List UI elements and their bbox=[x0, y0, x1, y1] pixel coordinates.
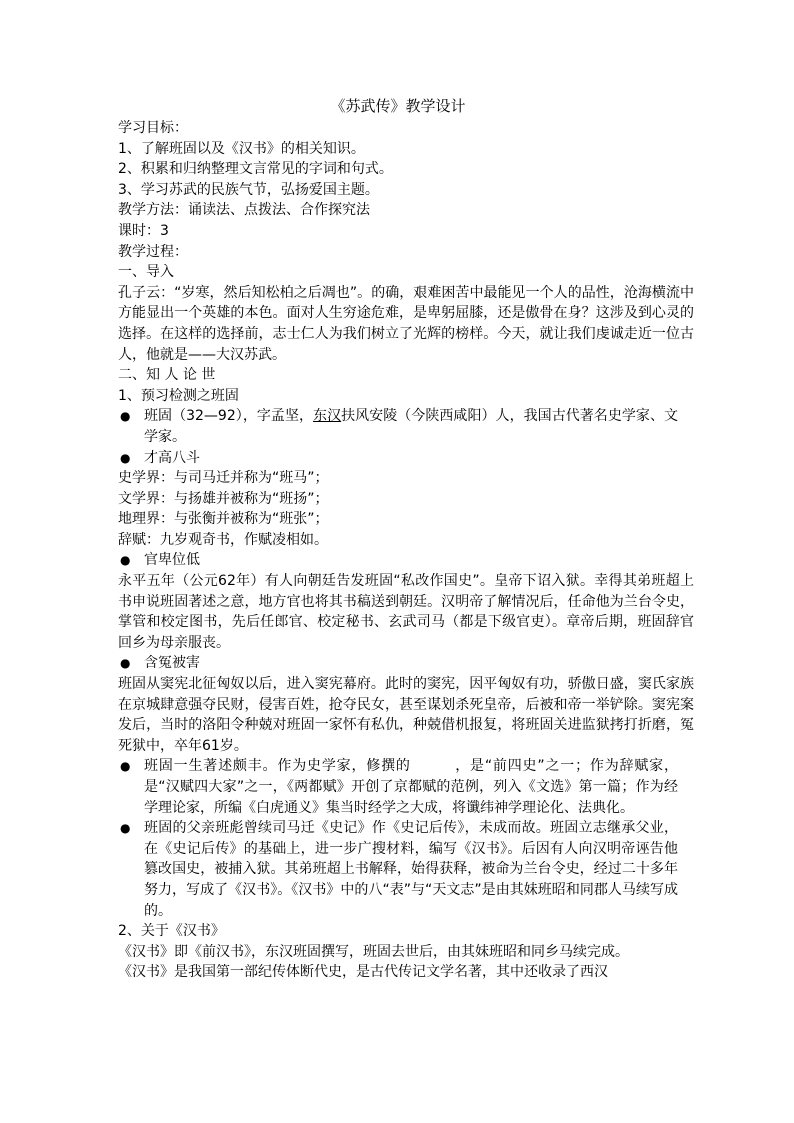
bullet-dot-icon: ● bbox=[120, 656, 131, 671]
bullet-dot-icon: ● bbox=[120, 759, 131, 774]
talent-line: 辞赋：九岁观奇书，作赋凌相如。 bbox=[118, 531, 328, 548]
teaching-methods: 教学方法：诵读法、点拨法、合作探究法 bbox=[118, 202, 370, 219]
objective-item: 2、积累和归纳整理文言常见的字词和句式。 bbox=[118, 161, 393, 178]
hanshu-line: 《汉书》即《前汉书》，东汉班固撰写，班固去世后，由其妹班昭和同乡马续完成。 bbox=[118, 943, 629, 960]
bullet-dot-icon: ● bbox=[120, 450, 131, 465]
objective-item: 3、学习苏武的民族气节，弘扬爱国主题。 bbox=[118, 181, 379, 198]
hanshu-line: 《汉书》是我国第一部纪传体断代史，是古代传记文学名著，其中还收录了西汉 bbox=[118, 964, 608, 981]
office-heading: ● 官卑位低 bbox=[118, 550, 678, 571]
document-title: 《苏武传》教学设计 bbox=[330, 97, 466, 115]
intro-paragraph: 孔子云：“岁寒，然后知松柏之后凋也”。的确，艰难困苦中最能见一个人的品性，沧海横流中方能显出一个英雄的本色。面对人生穷途危难，是卑躬屈膝，还是傲骨在身？这涉及到心灵的选择。在这样的选择前，志士仁人为我们树立了光辉的榜样。今天，就让我们虔诚走近一位古人，他就是——大汉苏武。 bbox=[118, 284, 694, 363]
bio-link-donghan[interactable]: 东汉 bbox=[313, 408, 342, 425]
bullet-dot-icon: ● bbox=[120, 553, 131, 568]
subsection-heading-bangu: 1、预习检测之班固 bbox=[118, 387, 239, 404]
objective-item: 1、了解班固以及《汉书》的相关知识。 bbox=[118, 140, 365, 157]
objectives-heading: 学习目标： bbox=[118, 120, 188, 136]
section-heading-background: 二、知 人 论 世 bbox=[118, 367, 216, 384]
bullet-dot-icon: ● bbox=[120, 821, 131, 836]
class-hours: 课时：3 bbox=[118, 222, 169, 239]
talent-line: 地理界：与张衡并被称为“班张”； bbox=[118, 511, 329, 528]
office-paragraph: 永平五年（公元62年）有人向朝廷告发班固“私改作国史”。皇帝下诏入狱。幸得其弟班超上书申说班固著述之意，地方官也将其书稿送到朝廷。汉明帝了解情况后，任命他为兰台令史，掌管和校定图书，先后任郎官、校定秘书、玄武司马（都是下级官吏）。章帝后期，班固辞官回乡为母亲服丧。 bbox=[118, 573, 694, 651]
works-bullet: ● 班固一生著述颇丰。作为史学家，修撰的 ，是“前四史”之一；作为辞赋家，是“汉赋四大家”之一，《两都赋》开创了京都赋的范例，列入《文选》第一篇；作为经学理论家，所编《白虎通义》集当时经学之大成，将谶纬神学理论化、法典化。 bbox=[120, 758, 678, 816]
wrong-paragraph: 班固从窦宪北征匈奴以后，进入窦宪幕府。此时的窦宪，因平匈奴有功，骄傲日盛，窦氏家族在京城肆意强夺民财，侵害百姓，抢夺民女，甚至谋划杀死皇帝，后被和帝一举铲除。窦宪案发后，当时的洛阳令种兢对班固一家怀有私仇，种兢借机报复，将班固关进监狱拷打折磨，冤死狱中，卒年61岁。 bbox=[118, 676, 694, 754]
bio-text-pre: 班固（32—92），字孟坚， bbox=[144, 408, 314, 425]
talent-line: 文学界：与扬雄并被称为“班扬”； bbox=[118, 490, 329, 507]
process-heading: 教学过程： bbox=[118, 243, 188, 260]
document-page bbox=[118, 96, 694, 983]
bullet-dot-icon: ● bbox=[120, 409, 131, 424]
bio-bullet bbox=[118, 406, 678, 447]
wrong-heading: ● 含冤被害 bbox=[118, 653, 678, 674]
talent-line: 史学界：与司马迁并称为“班马”； bbox=[118, 470, 329, 487]
talent-heading: ● 才高八斗 bbox=[118, 448, 678, 469]
section-heading-intro: 一、导入 bbox=[118, 264, 174, 281]
bio-text-post: 扶风安陵（今陕西咸阳）人，我国古代著名史学家、文学家。 bbox=[144, 408, 679, 445]
subsection-heading-hanshu: 2、关于《汉书》 bbox=[118, 923, 225, 940]
father-bullet: ● 班固的父亲班彪曾续司马迁《史记》作《史记后传》，未成而故。班固立志继承父业，在《史记后传》的基础上，进一步广搜材料，编写《汉书》。后因有人向汉明帝诬告他篡改国史，被捕入狱。其弟班超上书解释，始得获释，被命为兰台令史，经过二十多年努力，写成了《汉书》。《汉书》中的八“表”与“天文志”是由其妹班昭和同郡人马续写成的。 bbox=[120, 820, 678, 919]
